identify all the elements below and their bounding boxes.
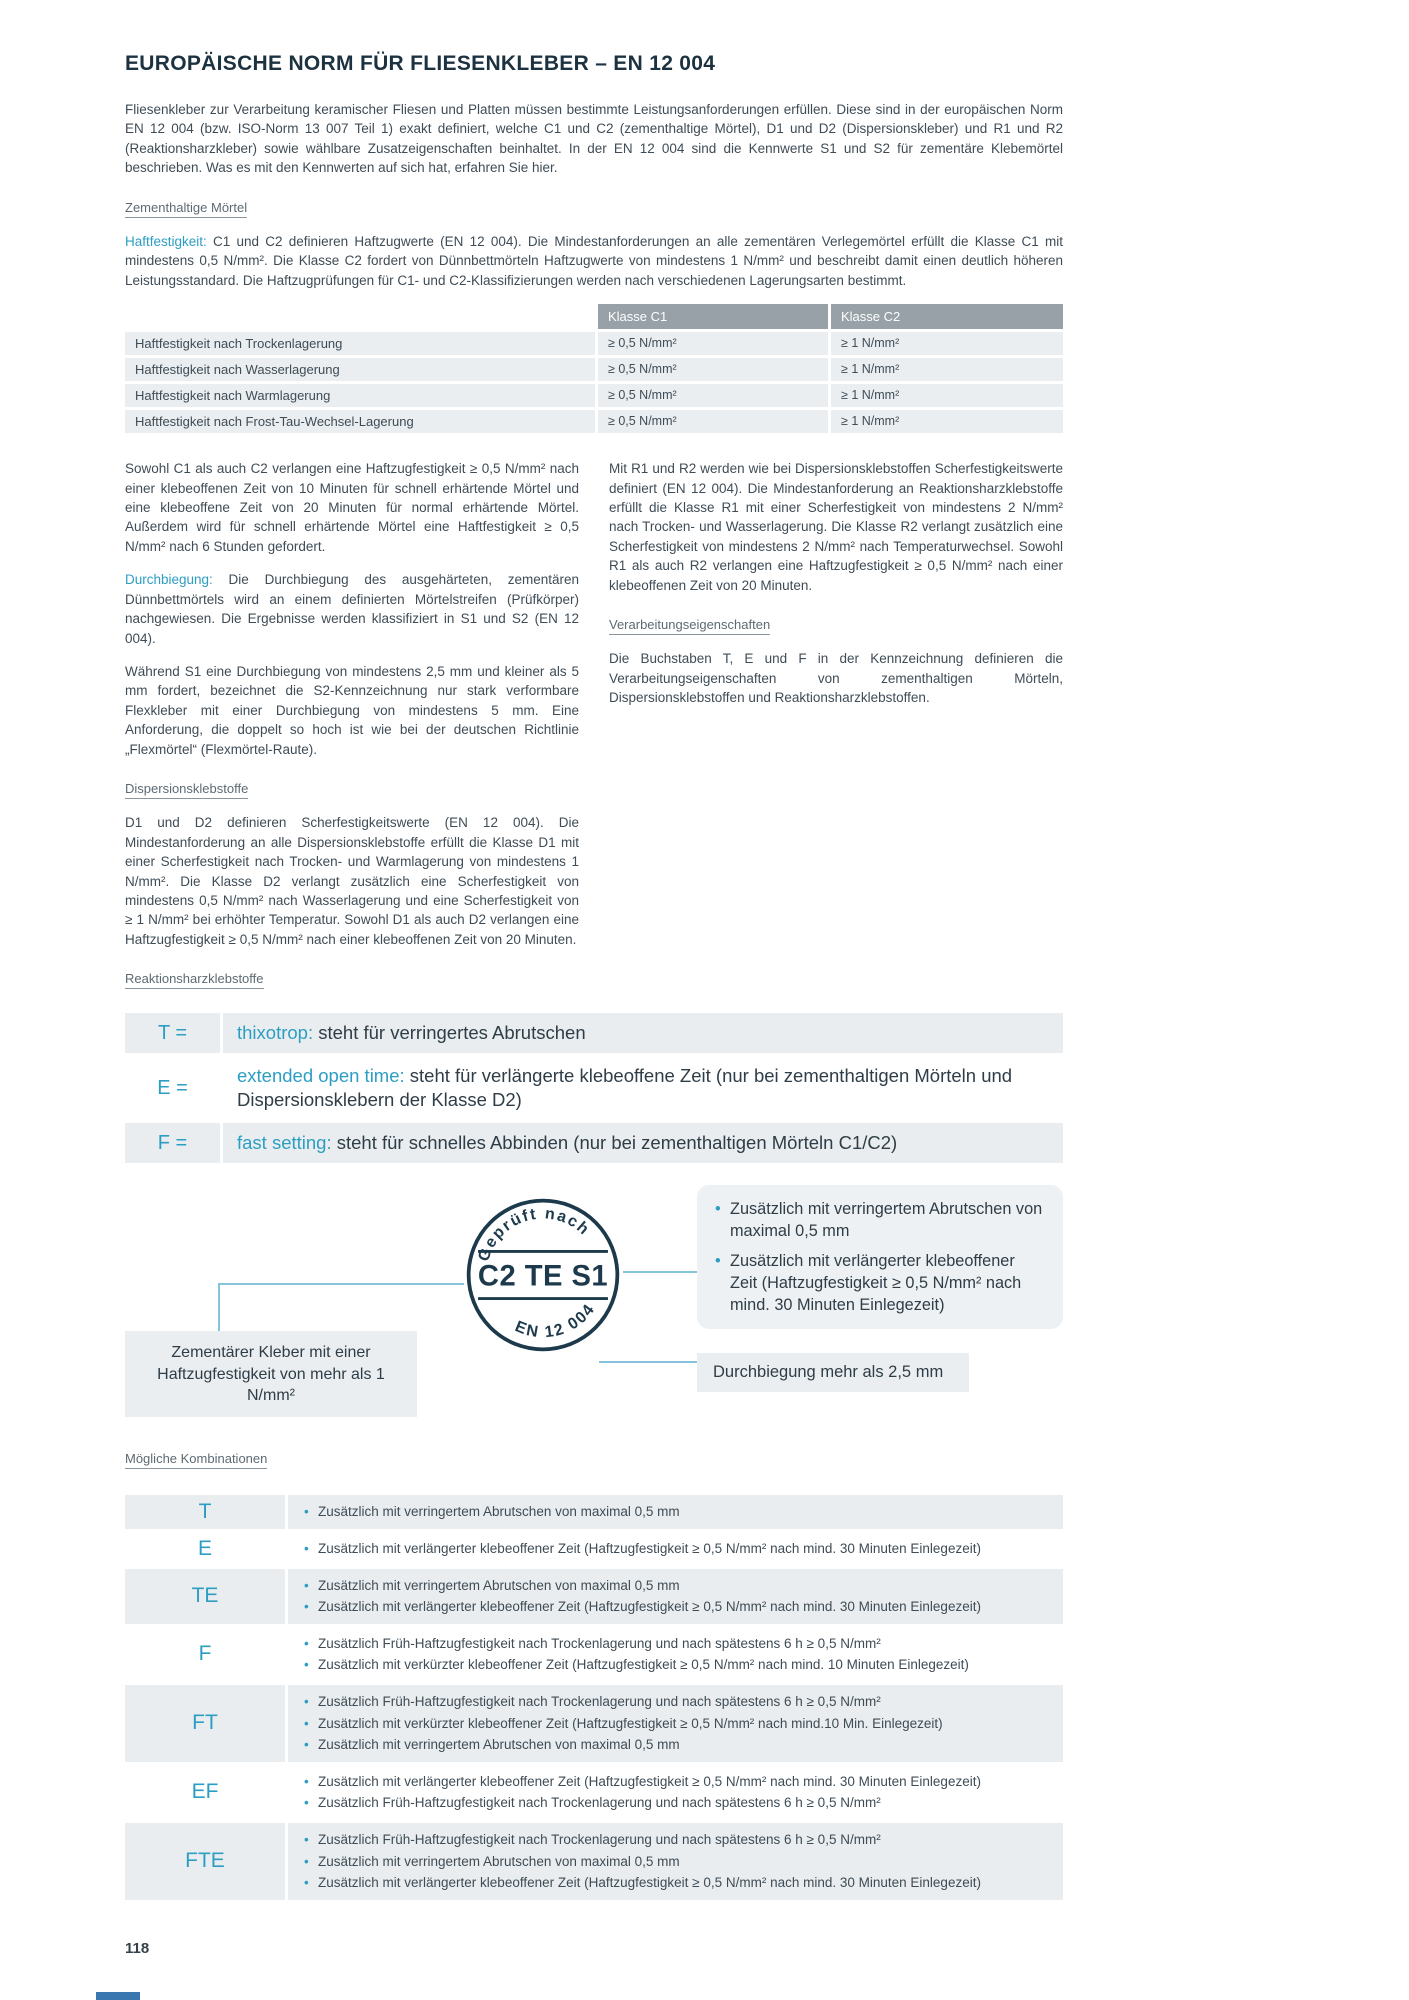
tef-row-e [125,1056,1063,1120]
row-value-c1: ≥ 0,5 N/mm² [598,410,828,433]
page-number: 118 [125,1940,150,1957]
combo-letter: E [125,1532,285,1566]
row-label: Haftfestigkeit nach Frost-Tau-Wechsel-Lagerung [125,410,595,433]
combo-items [288,1495,1063,1529]
tef-letter: T = [125,1013,220,1053]
combo-letter: FTE [125,1823,285,1900]
combo-letter: FT [125,1685,285,1762]
page-edge-mark [96,1992,140,2000]
paragraph-c1-c2: Sowohl C1 als auch C2 verlangen eine Haftzugfestigkeit ≥ 0,5 N/mm² nach einer klebeoffenen Zeit von 10 Minuten für schnell erhärtende Mörtel und eine klebeoffene Zeit von 20 Minuten für normal erhärtende Mörtel. Außerdem wird für schnell erhärtende Mörtel eine Haftfestigkeit ≥ 0,5 N/mm² nach 6 Stunden gefordert. [125,461,579,554]
table-row [125,358,1063,381]
durchbiegung-text: Die Durchbiegung des ausgehärteten, zementären Dünnbettmörtels wird an einem definierten Mörtelstreifen (Prüfkörper) nachgewiesen. Die Ergebnisse werden klassifiziert in S1 und S2 (EN 12 004). [125,572,579,646]
combo-bullet: • Zusätzlich mit verringertem Abrutschen von maximal 0,5 mm [304,1734,1047,1756]
tef-lead: thixotrop: [237,1022,314,1044]
combo-items [288,1627,1063,1682]
svg-text:Geprüft nach [466,1195,595,1267]
callout-left-box: Zementärer Kleber mit einer Haftzugfestigkeit von mehr als 1 N/mm² [125,1331,417,1416]
callout-right-top-box [697,1185,1063,1328]
section-heading-kombinationen: Mögliche Kombinationen [125,1451,267,1469]
row-value-c1: ≥ 0,5 N/mm² [598,358,828,381]
connector-line-left-horizontal [218,1283,464,1285]
tef-desc: steht für verlängerte klebeoffene Zeit (nur bei zementhaltigen Mörteln und Dispersionsklebern der Klasse D2) [237,1065,1013,1111]
durchbiegung-lead: Durchbiegung: [125,572,213,588]
combo-bullet: • Zusätzlich mit verlängerter klebeoffener Zeit (Haftzugfestigkeit ≥ 0,5 N/mm² nach mind. 30 Minuten Einlegezeit) [304,1596,1047,1618]
haftfestigkeit-text: C1 und C2 definieren Haftzugwerte (EN 12 004). Die Mindestanforderungen an alle zementären Verlegemörtel erfüllt die Klasse C1 mit mindestens 0,5 N/mm². Die Klasse C2 fordert von Dünnbettmörteln Haftzugwerte von mindestens 1 N/mm² und beschreibt damit einen deutlich höheren Leistungsstandard. Die Haftzugprüfungen für C1- und C2-Klassifizierungen werden nach verschiedenen Lagerungsarten bestimmt. [125,233,1063,288]
combo-row-f [125,1627,1063,1682]
paragraph-d1-d2: D1 und D2 definieren Scherfestigkeitswerte (EN 12 004). Die Mindestanforderung an alle Dispersionsklebstoffe erfüllt die Klasse D1 mit einer Scherfestigkeit nach Trocken- und Warmlagerung von mindestens 1 N/mm². Die Klasse D2 verlangt zusätzlich eine Scherfestigkeit von mindestens 0,5 N/mm² nach Wasserlagerung und eine Scherfestigkeit von ≥ 1 N/mm² bei erhöhter Temperatur. Sowohl D1 als auch D2 verlangen eine Haftzugfestigkeit ≥ 0,5 N/mm² nach einer klebeoffenen Zeit von 20 Minuten. [125,815,579,947]
two-column-section [125,459,1063,963]
tef-desc: steht für verringertes Abrutschen [313,1022,586,1044]
left-column [125,459,579,963]
combo-items [288,1532,1063,1566]
column-header-klasse-c1: Klasse C1 [598,304,828,329]
callout-right-bottom-box: Durchbiegung mehr als 2,5 mm [697,1353,969,1392]
combo-letter: TE [125,1569,285,1624]
combo-bullet: • Zusätzlich mit verkürzter klebeoffener Zeit (Haftzugfestigkeit ≥ 0,5 N/mm² nach mind. 10 Minuten Einlegezeit) [304,1654,1047,1676]
row-value-c2: ≥ 1 N/mm² [831,332,1063,355]
haftfestigkeit-table [125,304,1063,433]
combo-bullet: • Zusätzlich mit verlängerter klebeoffener Zeit (Haftzugfestigkeit ≥ 0,5 N/mm² nach mind. 30 Minuten Einlegezeit) [304,1538,1047,1560]
connector-line-left-vertical [218,1283,220,1333]
paragraph-durchbiegung [125,570,579,648]
page-content [125,0,1063,1900]
table-row [125,384,1063,407]
combo-bullet: • Zusätzlich mit verlängerter klebeoffener Zeit (Haftzugfestigkeit ≥ 0,5 N/mm² nach mind. 30 Minuten Einlegezeit) [304,1771,1047,1793]
combo-row-fte [125,1823,1063,1900]
combo-row-e [125,1532,1063,1566]
callout-bullet: • Zusätzlich mit verringertem Abrutschen von maximal 0,5 mm [715,1199,1045,1243]
stamp-diagram [125,1185,1063,1437]
svg-text:EN 12 004 [509,1298,603,1351]
row-value-c1: ≥ 0,5 N/mm² [598,332,828,355]
combo-bullet: • Zusätzlich mit verringertem Abrutschen von maximal 0,5 mm [304,1851,1047,1873]
tef-text [223,1056,1063,1120]
section-heading-reaktionsharz: Reaktionsharzklebstoffe [125,971,264,989]
combo-items [288,1569,1063,1624]
tef-letter: E = [125,1056,220,1120]
row-label: Haftfestigkeit nach Warmlagerung [125,384,595,407]
combo-row-t [125,1495,1063,1529]
combo-items [288,1685,1063,1762]
tef-lead: fast setting: [237,1132,332,1154]
row-value-c1: ≥ 0,5 N/mm² [598,384,828,407]
section-heading-dispersions: Dispersionsklebstoffe [125,781,248,799]
combo-bullet: • Zusätzlich mit verkürzter klebeoffener Zeit (Haftzugfestigkeit ≥ 0,5 N/mm² nach mind.10 Min. Einlegezeit) [304,1713,1047,1735]
tef-row-t [125,1013,1063,1053]
paragraph-s1-s2: Während S1 eine Durchbiegung von mindestens 2,5 mm und kleiner als 5 mm fordert, bezeichnet die S2-Kennzeichnung nur stark verformbare Flexkleber mit einer Durchbiegung von mindestens 5 mm. Eine Anforderung, die doppelt so hoch ist wie bei der deutschen Richtlinie „Flexmörtel“ (Flexmörtel-Raute). [125,664,579,757]
combo-items [288,1823,1063,1900]
stamp-center-text: C2 TE S1 [477,1260,609,1293]
haftfestigkeit-paragraph [125,232,1063,290]
stamp-c2tes1 [463,1195,623,1355]
row-value-c2: ≥ 1 N/mm² [831,410,1063,433]
callout-bullet: • Zusätzlich mit verlängerter klebeoffener Zeit (Haftzugfestigkeit ≥ 0,5 N/mm² nach mind. 30 Minuten Einlegezeit) [715,1251,1045,1316]
stamp-seal-icon [463,1195,623,1355]
table-header-spacer [125,304,595,329]
paragraph-r1-r2: Mit R1 und R2 werden wie bei Dispersionsklebstoffen Scherfestigkeitswerte definiert (EN 12 004). Die Mindestanforderung an Reaktionsharzklebstoffe erfüllt die Klasse R1 mit einer Scherfestigkeit von mindestens 2 N/mm² nach Trocken- und Wasserlagerung. Die Klasse R2 verlangt zusätzlich eine Scherfestigkeit von mindestens 2 N/mm² nach Temperaturwechsel. Sowohl R1 als auch R2 verlangen eine Haftzugfestigkeit ≥ 0,5 N/mm² nach einer klebeoffenen Zeit von 20 Minuten. [609,461,1063,593]
combo-letter: EF [125,1765,285,1820]
combo-letter: T [125,1495,285,1529]
combinations-table [125,1495,1063,1899]
tef-desc: steht für schnelles Abbinden (nur bei zementhaltigen Mörteln C1/C2) [331,1132,898,1154]
tef-letter: F = [125,1123,220,1163]
combo-bullet: • Zusätzlich Früh-Haftzugfestigkeit nach Trockenlagerung und nach spätestens 6 h ≥ 0,5 N/mm² [304,1829,1047,1851]
connector-line-right-bottom [599,1361,697,1363]
stamp-top-text: Geprüft nach [475,1205,594,1265]
row-label: Haftfestigkeit nach Trockenlagerung [125,332,595,355]
intro-paragraph: Fliesenkleber zur Verarbeitung keramischer Fliesen und Platten müssen bestimmte Leistungsanforderungen erfüllen. Diese sind in der europäischen Norm EN 12 004 (bzw. ISO-Norm 13 007 Teil 1) exakt definiert, welche C1 und C2 (zementhaltige Mörtel), D1 und D2 (Dispersionskleber) und R1 und R2 (Reaktionsharzkleber) sowie wählbare Zusatzeigenschaften beinhaltet. In der EN 12 004 sind die Kennwerte S1 und S2 für zementäre Klebemörtel beschrieben. Was es mit den Kennwerten auf sich hat, erfahren Sie hier. [125,102,1063,176]
haftfestigkeit-lead: Haftfestigkeit: [125,233,207,249]
combo-bullet: • Zusätzlich mit verringertem Abrutschen von maximal 0,5 mm [304,1575,1047,1597]
combo-row-ef [125,1765,1063,1820]
combo-bullet: • Zusätzlich mit verringertem Abrutschen von maximal 0,5 mm [304,1501,1047,1523]
row-value-c2: ≥ 1 N/mm² [831,384,1063,407]
tef-text [223,1123,1063,1163]
table-header-row [125,304,1063,329]
page-title: EUROPÄISCHE NORM FÜR FLIESENKLEBER – EN 12 004 [125,52,716,75]
stamp-bottom-text: EN 12 004 [512,1300,599,1342]
paragraph-t-e-f: Die Buchstaben T, E und F in der Kennzeichnung definieren die Verarbeitungseigenschaften von zementhaltigen Mörteln, Dispersionsklebstoffen und Reaktionsharzklebstoffen. [609,651,1063,705]
section-heading-verarbeitung: Verarbeitungseigenschaften [609,617,770,635]
section-heading-zementhaltige: Zementhaltige Mörtel [125,200,247,218]
tef-table [125,1013,1063,1163]
combo-letter: F [125,1627,285,1682]
tef-lead: extended open time: [237,1065,405,1087]
table-row [125,332,1063,355]
row-label: Haftfestigkeit nach Wasserlagerung [125,358,595,381]
column-header-klasse-c2: Klasse C2 [831,304,1063,329]
right-column [609,459,1063,963]
combo-bullet: • Zusätzlich mit verlängerter klebeoffener Zeit (Haftzugfestigkeit ≥ 0,5 N/mm² nach mind. 30 Minuten Einlegezeit) [304,1872,1047,1894]
connector-line-right-top [623,1271,697,1273]
combo-row-te [125,1569,1063,1624]
combo-bullet: • Zusätzlich Früh-Haftzugfestigkeit nach Trockenlagerung und nach spätestens 6 h ≥ 0,5 N/mm² [304,1792,1047,1814]
combo-bullet: • Zusätzlich Früh-Haftzugfestigkeit nach Trockenlagerung und nach spätestens 6 h ≥ 0,5 N/mm² [304,1691,1047,1713]
row-value-c2: ≥ 1 N/mm² [831,358,1063,381]
combo-items [288,1765,1063,1820]
table-row [125,410,1063,433]
combo-bullet: • Zusätzlich Früh-Haftzugfestigkeit nach Trockenlagerung und nach spätestens 6 h ≥ 0,5 N/mm² [304,1633,1047,1655]
tef-text [223,1013,1063,1053]
combo-row-ft [125,1685,1063,1762]
tef-row-f [125,1123,1063,1163]
